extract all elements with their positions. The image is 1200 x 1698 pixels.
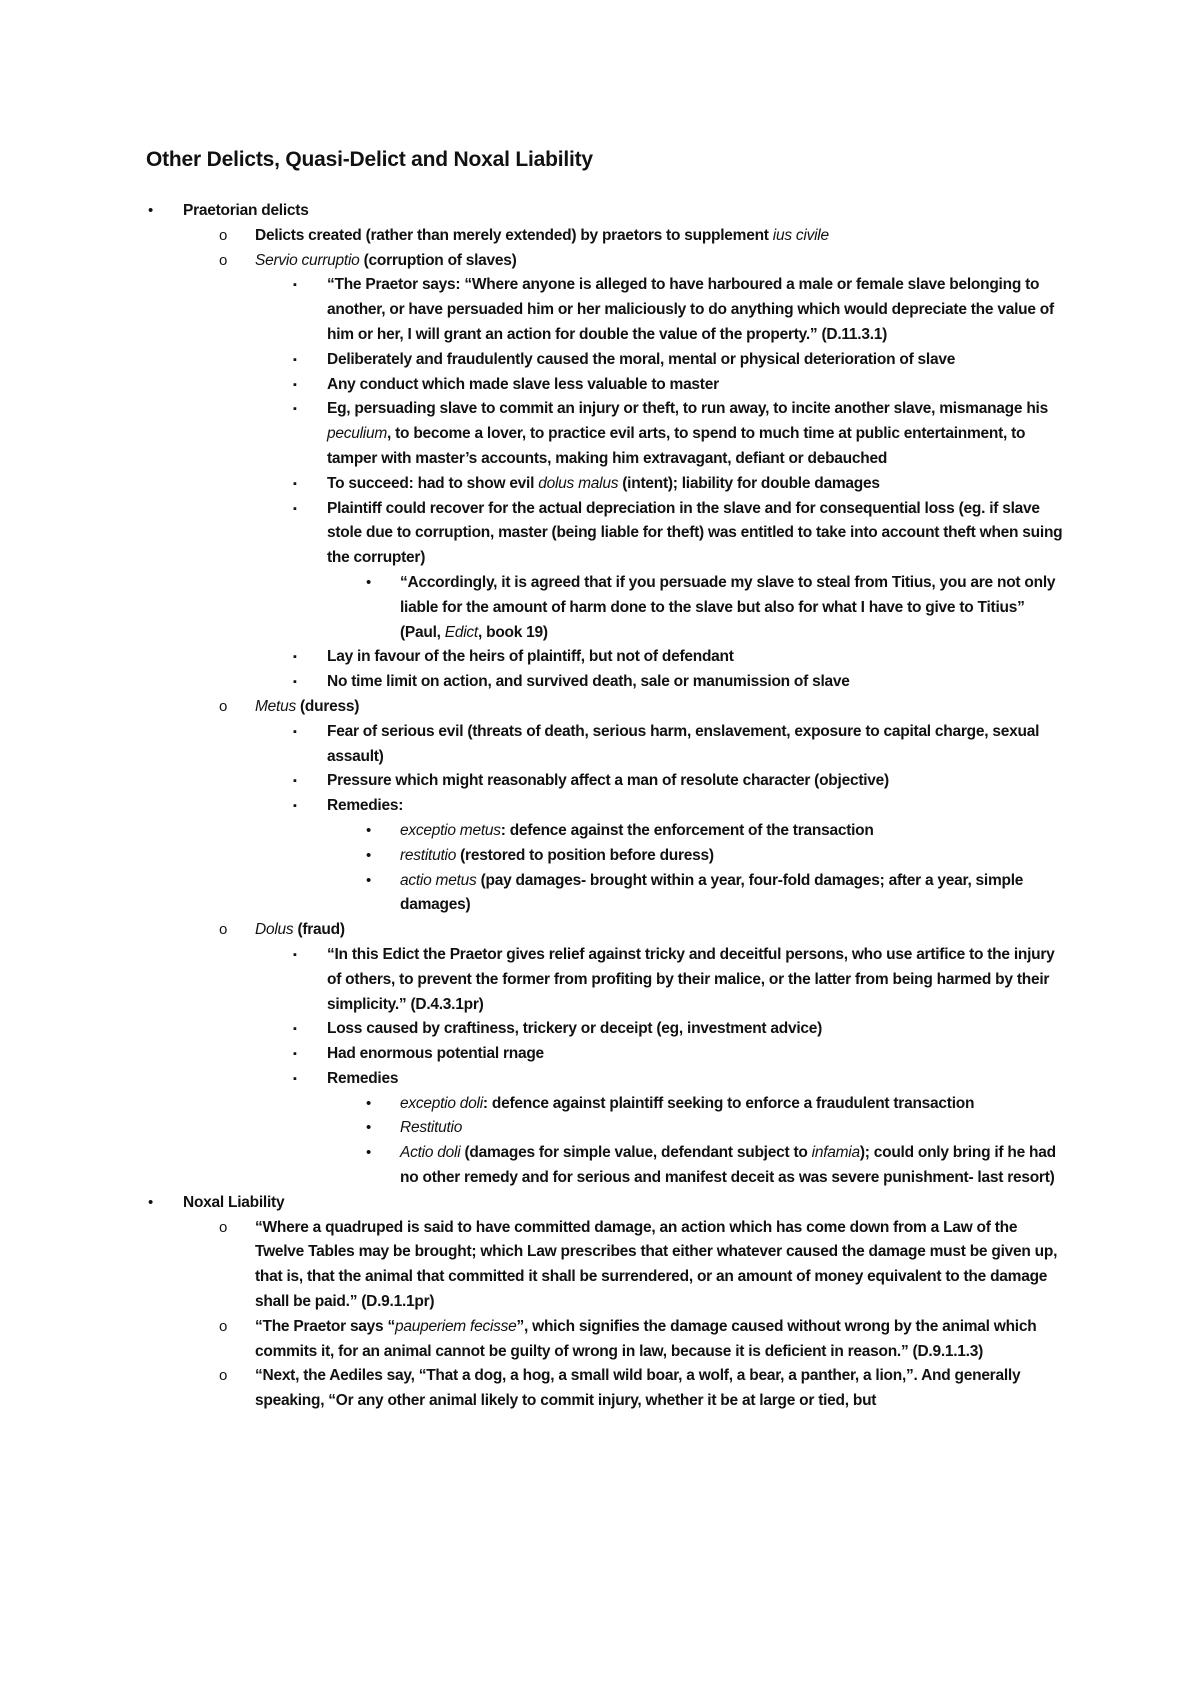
bullet-marker: ▪ bbox=[293, 948, 297, 961]
text-segment: , to become a lover, to practice evil arts, to spend to much time at public entertainment, to tamper with master’s accounts, making him extravagant, defiant or debauched bbox=[327, 425, 1026, 467]
list-item bbox=[0, 1042, 1200, 1067]
bullet-marker: ▪ bbox=[293, 1023, 297, 1036]
text-segment: ”, which signifies the damage caused without wrong by the animal which commits it, for an animal cannot be guilty of wrong in law, because it is deficient in reason.” (D.9.1.1.3) bbox=[255, 1317, 1037, 1360]
list-item bbox=[0, 794, 1200, 819]
bullet-marker: • bbox=[366, 1144, 372, 1162]
list-item-text bbox=[255, 1364, 1065, 1414]
list-item bbox=[0, 645, 1200, 670]
bullet-marker: ▪ bbox=[293, 378, 297, 391]
list-item-text bbox=[327, 273, 1065, 347]
text-segment: : defence against the enforcement of the transaction bbox=[500, 821, 874, 839]
list-item bbox=[0, 1017, 1200, 1042]
list-item bbox=[0, 1092, 1200, 1117]
list-item-text bbox=[255, 1315, 1065, 1365]
text-segment: “In this Edict the Praetor gives relief against tricky and deceitful persons, who use artifice to the injury of others, to prevent the former from profiting by their malice, or the latter from being harmed by their simplicity.” (D.4.3.1pr) bbox=[327, 945, 1055, 1013]
italic-term: Restitutio bbox=[400, 1119, 463, 1137]
list-item-text bbox=[327, 1017, 1065, 1042]
list-item-text bbox=[255, 918, 1065, 943]
list-item bbox=[0, 1067, 1200, 1092]
text-segment: , book 19) bbox=[477, 623, 548, 641]
list-item bbox=[0, 1191, 1200, 1216]
bullet-marker: ▪ bbox=[293, 1048, 297, 1061]
text-segment: Lay in favour of the heirs of plaintiff, but not of defendant bbox=[327, 648, 734, 666]
bullet-marker: ▪ bbox=[293, 477, 297, 490]
bullet-marker: • bbox=[366, 871, 372, 889]
list-item bbox=[0, 720, 1200, 770]
list-item bbox=[0, 273, 1200, 347]
bullet-marker: ▪ bbox=[293, 800, 297, 813]
text-segment: To succeed: had to show evil bbox=[327, 474, 539, 492]
list-item-text bbox=[327, 348, 1065, 373]
list-item-text bbox=[400, 1141, 1065, 1191]
text-segment: ); could only bring if he had no other remedy and for serious and manifest deceit as was severe punishment- last resort) bbox=[400, 1144, 1056, 1187]
list-item bbox=[0, 497, 1200, 571]
text-segment: Delicts created (rather than merely extended) by praetors to supplement bbox=[255, 226, 773, 244]
list-item bbox=[0, 348, 1200, 373]
italic-term: actio metus bbox=[400, 871, 477, 889]
list-item-text bbox=[400, 1092, 1065, 1117]
bullet-marker: o bbox=[219, 921, 228, 939]
bullet-marker: ▪ bbox=[293, 775, 297, 788]
text-segment: (corruption of slaves) bbox=[359, 251, 517, 269]
bullet-marker: o bbox=[219, 1317, 228, 1335]
bullet-marker: ▪ bbox=[293, 353, 297, 366]
bullet-marker: o bbox=[219, 697, 228, 715]
text-segment: (pay damages- brought within a year, four-fold damages; after a year, simple damages) bbox=[400, 871, 1024, 914]
list-item bbox=[0, 869, 1200, 919]
text-segment: Had enormous potential rnage bbox=[327, 1045, 544, 1063]
list-item-text bbox=[183, 1191, 1080, 1216]
bullet-marker: ▪ bbox=[293, 651, 297, 664]
bullet-marker: o bbox=[219, 1218, 228, 1236]
italic-term: infamia bbox=[811, 1144, 860, 1162]
text-segment: (intent); liability for double damages bbox=[618, 474, 880, 492]
text-segment: “Next, the Aediles say, “That a dog, a hog, a small wild boar, a wolf, a bear, a panther, a lion,”. And generally speaking, “Or any other animal likely to commit injury, whether it be at large or tied, but bbox=[255, 1367, 1021, 1410]
italic-term: exceptio doli bbox=[400, 1094, 483, 1112]
list-item-text bbox=[327, 645, 1065, 670]
list-item-text bbox=[327, 373, 1065, 398]
list-item bbox=[0, 249, 1200, 274]
text-segment: Loss caused by craftiness, trickery or deceipt (eg, investment advice) bbox=[327, 1020, 823, 1038]
italic-term: Actio doli bbox=[400, 1144, 461, 1162]
list-item-text bbox=[400, 571, 1065, 645]
bullet-marker: o bbox=[219, 226, 228, 244]
text-segment: : defence against plaintiff seeking to enforce a fraudulent transaction bbox=[482, 1094, 975, 1112]
bullet-marker: • bbox=[148, 202, 154, 219]
list-item-text bbox=[327, 472, 1065, 497]
text-segment: “Accordingly, it is agreed that if you persuade my slave to steal from Titius, you are not only liable for the amount of harm done to the slave but also for what I have to give to Titius” (Paul, bbox=[400, 573, 1056, 641]
text-segment: (restored to position before duress) bbox=[456, 846, 714, 864]
list-item bbox=[0, 397, 1200, 471]
italic-term: Edict bbox=[444, 623, 478, 641]
bullet-marker: ▪ bbox=[293, 676, 297, 689]
italic-term: pauperiem fecisse bbox=[394, 1317, 517, 1335]
text-segment: (fraud) bbox=[293, 921, 345, 939]
list-item-text bbox=[327, 769, 1065, 794]
list-item-text bbox=[327, 1067, 1065, 1092]
text-segment: No time limit on action, and survived death, sale or manumission of slave bbox=[327, 673, 850, 691]
list-item-text bbox=[327, 497, 1065, 571]
list-item-text bbox=[400, 869, 1065, 919]
list-item bbox=[0, 769, 1200, 794]
list-item-text bbox=[327, 943, 1065, 1017]
text-segment: Remedies bbox=[327, 1069, 399, 1087]
text-segment: Eg, persuading slave to commit an injury or theft, to run away, to incite another slave, mismanage his bbox=[327, 400, 1048, 418]
list-item bbox=[0, 571, 1200, 645]
list-item bbox=[0, 1141, 1200, 1191]
list-item-text bbox=[255, 695, 1065, 720]
bullet-marker: o bbox=[219, 251, 228, 269]
list-item bbox=[0, 373, 1200, 398]
italic-term: Dolus bbox=[255, 921, 294, 939]
list-item bbox=[0, 695, 1200, 720]
list-item bbox=[0, 1364, 1200, 1414]
text-segment: (damages for simple value, defendant subject to bbox=[460, 1144, 812, 1162]
text-segment: Remedies: bbox=[327, 797, 404, 815]
italic-term: restitutio bbox=[400, 846, 457, 864]
bullet-marker: • bbox=[366, 1119, 372, 1137]
text-segment: (duress) bbox=[295, 697, 360, 715]
list-item-text bbox=[400, 819, 1065, 844]
list-item bbox=[0, 844, 1200, 869]
list-item-text bbox=[255, 224, 1065, 249]
outline-list bbox=[0, 199, 1200, 1414]
list-item-text bbox=[327, 794, 1065, 819]
text-segment: “Where a quadruped is said to have committed damage, an action which has come down from a Law of the Twelve Tables may be brought; which Law prescribes that either whatever caused the damage must be given up, that is, that the animal that committed it shall be surrendered, or an amount of money equivalent to the damage shall be paid.” (D.9.1.1pr) bbox=[255, 1218, 1058, 1311]
list-item-text bbox=[327, 397, 1065, 471]
list-item bbox=[0, 819, 1200, 844]
text-segment: Noxal Liability bbox=[183, 1193, 285, 1211]
text-segment: Any conduct which made slave less valuable to master bbox=[327, 375, 719, 393]
italic-term: ius civile bbox=[772, 226, 829, 244]
list-item-text bbox=[255, 1216, 1065, 1315]
list-item bbox=[0, 1315, 1200, 1365]
list-item bbox=[0, 472, 1200, 497]
italic-term: Servio curruptio bbox=[255, 251, 360, 269]
list-item bbox=[0, 224, 1200, 249]
list-item bbox=[0, 918, 1200, 943]
bullet-marker: • bbox=[366, 846, 372, 864]
list-item-text bbox=[183, 199, 1080, 224]
list-item bbox=[0, 199, 1200, 224]
bullet-marker: • bbox=[366, 1094, 372, 1112]
bullet-marker: • bbox=[366, 573, 372, 591]
text-segment: Fear of serious evil (threats of death, serious harm, enslavement, exposure to capital charge, sexual assault) bbox=[327, 722, 1040, 765]
list-item-text bbox=[327, 1042, 1065, 1067]
bullet-marker: ▪ bbox=[293, 502, 297, 515]
document-title: Other Delicts, Quasi-Delict and Noxal Liability bbox=[146, 148, 593, 171]
italic-term: Metus bbox=[255, 697, 296, 715]
bullet-marker: ▪ bbox=[293, 725, 297, 738]
list-item bbox=[0, 1216, 1200, 1315]
bullet-marker: o bbox=[219, 1367, 228, 1385]
list-item bbox=[0, 943, 1200, 1017]
text-segment: Pressure which might reasonably affect a man of resolute character (objective) bbox=[327, 772, 889, 790]
list-item-text bbox=[255, 249, 1065, 274]
italic-term: dolus malus bbox=[538, 474, 619, 492]
text-segment: “The Praetor says: “Where anyone is alleged to have harboured a male or female slave belonging to another, or have persuaded him or her maliciously to do anything which would depreciate the value of him or her, I will grant an action for double the value of the property.” (D.11.3.1) bbox=[327, 276, 1054, 343]
bullet-marker: ▪ bbox=[293, 1072, 297, 1085]
italic-term: peculium bbox=[327, 425, 388, 443]
bullet-marker: ▪ bbox=[293, 279, 297, 292]
bullet-marker: • bbox=[366, 821, 372, 839]
list-item bbox=[0, 1116, 1200, 1141]
italic-term: exceptio metus bbox=[400, 821, 501, 839]
list-item-text bbox=[400, 844, 1065, 869]
list-item-text bbox=[400, 1116, 1065, 1141]
text-segment: “The Praetor says “ bbox=[255, 1317, 395, 1335]
text-segment: Praetorian delicts bbox=[183, 202, 309, 219]
bullet-marker: • bbox=[148, 1193, 154, 1211]
list-item bbox=[0, 670, 1200, 695]
list-item-text bbox=[327, 670, 1065, 695]
list-item-text bbox=[327, 720, 1065, 770]
text-segment: Deliberately and fraudulently caused the moral, mental or physical deterioration of slave bbox=[327, 350, 956, 368]
bullet-marker: ▪ bbox=[293, 403, 297, 416]
text-segment: Plaintiff could recover for the actual depreciation in the slave and for consequential loss (eg. if slave stole due to corruption, master (being liable for theft) was entitled to take into account theft when suing the corrupter) bbox=[327, 499, 1063, 567]
